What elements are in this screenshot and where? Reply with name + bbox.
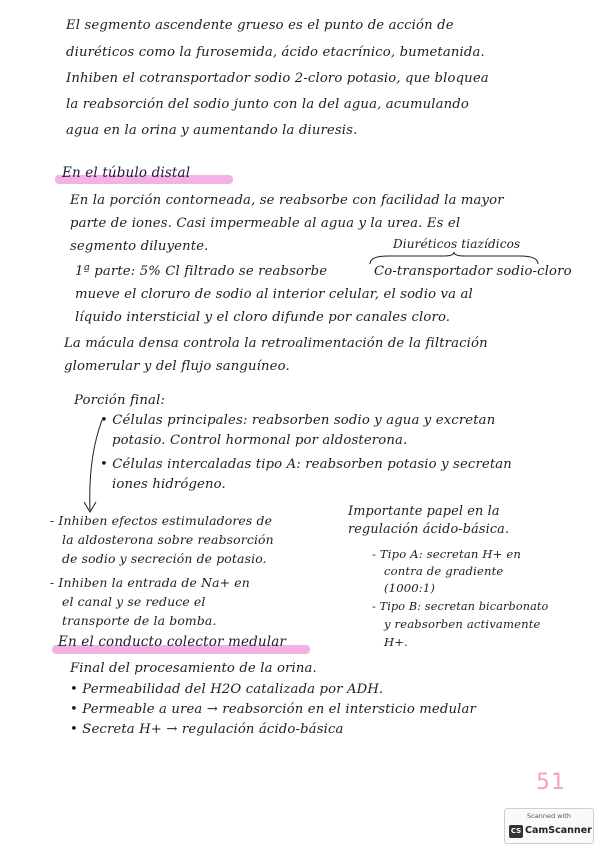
left-note-6: transporte de la bomba. (62, 613, 217, 628)
part1-line-2: mueve el cloruro de sodio al interior celular, el sodio va al (75, 287, 473, 302)
distal-line-2: parte de iones. Casi impermeable al agua y la urea. Es el (70, 216, 461, 231)
final-bullet-1-cont: potasio. Control hormonal por aldosterona. (112, 433, 408, 448)
collector-line-2: • Permeabilidad del H2O catalizada por ADH. (70, 682, 384, 697)
right-note-4: contra de gradiente (384, 564, 504, 578)
camscanner-logo-icon: CS (509, 825, 523, 838)
left-note-1: - Inhiben efectos estimuladores de (50, 513, 273, 528)
heading-distal: En el túbulo distal (62, 165, 191, 181)
intro-line-3: Inhiben el cotransportador sodio 2-cloro potasio, que bloquea (66, 71, 489, 86)
macula-line-2: glomerular y del flujo sanguíneo. (64, 359, 290, 374)
final-heading: Porción final: (74, 393, 166, 408)
left-note-2: la aldosterona sobre reabsorción (62, 532, 274, 547)
cotransporter-label: Co-transportador sodio-cloro (374, 264, 572, 279)
left-note-4: - Inhiben la entrada de Na+ en (50, 575, 250, 590)
left-note-5: el canal y se reduce el (62, 594, 206, 609)
right-note-5: (1000:1) (384, 581, 436, 595)
heading-collector: En el conducto colector medular (58, 634, 287, 650)
scanner-name: CamScanner (525, 825, 592, 836)
right-note-1: Importante papel en la (348, 504, 500, 519)
scanner-badge (504, 808, 594, 844)
page-number: 51 (536, 770, 566, 795)
collector-line-3: • Permeable a urea → reabsorción en el intersticio medular (70, 702, 476, 717)
intro-line-5: agua en la orina y aumentando la diuresis. (66, 123, 358, 138)
final-bullet-1: • Células principales: reabsorben sodio y agua y excretan (100, 413, 496, 428)
diureticos-label: Diuréticos tiazídicos (393, 237, 521, 251)
intro-line-4: la reabsorción del sodio junto con la del agua, acumulando (66, 97, 469, 112)
distal-line-3: segmento diluyente. (70, 239, 209, 254)
intro-line-1: El segmento ascendente grueso es el punto de acción de (66, 18, 454, 33)
right-note-8: H+. (384, 635, 408, 649)
scanner-caption: Scanned with (527, 812, 571, 820)
right-note-3: - Tipo A: secretan H+ en (372, 547, 521, 561)
intro-line-2: diuréticos como la furosemida, ácido etacrínico, bumetanida. (66, 45, 485, 60)
arrow-down-icon (80, 418, 110, 518)
final-bullet-2: • Células intercaladas tipo A: reabsorben potasio y secretan (100, 457, 512, 472)
right-note-2: regulación ácido-básica. (348, 522, 510, 537)
collector-line-1: Final del procesamiento de la orina. (70, 661, 317, 676)
left-note-3: de sodio y secreción de potasio. (62, 551, 267, 566)
right-note-6: - Tipo B: secretan bicarbonato (372, 600, 549, 613)
collector-line-4: • Secreta H+ → regulación ácido-básica (70, 722, 344, 737)
part1-line-3: líquido intersticial y el cloro difunde por canales cloro. (75, 310, 451, 325)
part1-text: 1ª parte: 5% Cl filtrado se reabsorbe (75, 264, 328, 279)
distal-line-1: En la porción contorneada, se reabsorbe con facilidad la mayor (70, 193, 504, 208)
final-bullet-2-cont: iones hidrógeno. (112, 477, 226, 492)
macula-line-1: La mácula densa controla la retroalimentación de la filtración (64, 336, 488, 351)
right-note-7: y reabsorben activamente (384, 617, 541, 631)
